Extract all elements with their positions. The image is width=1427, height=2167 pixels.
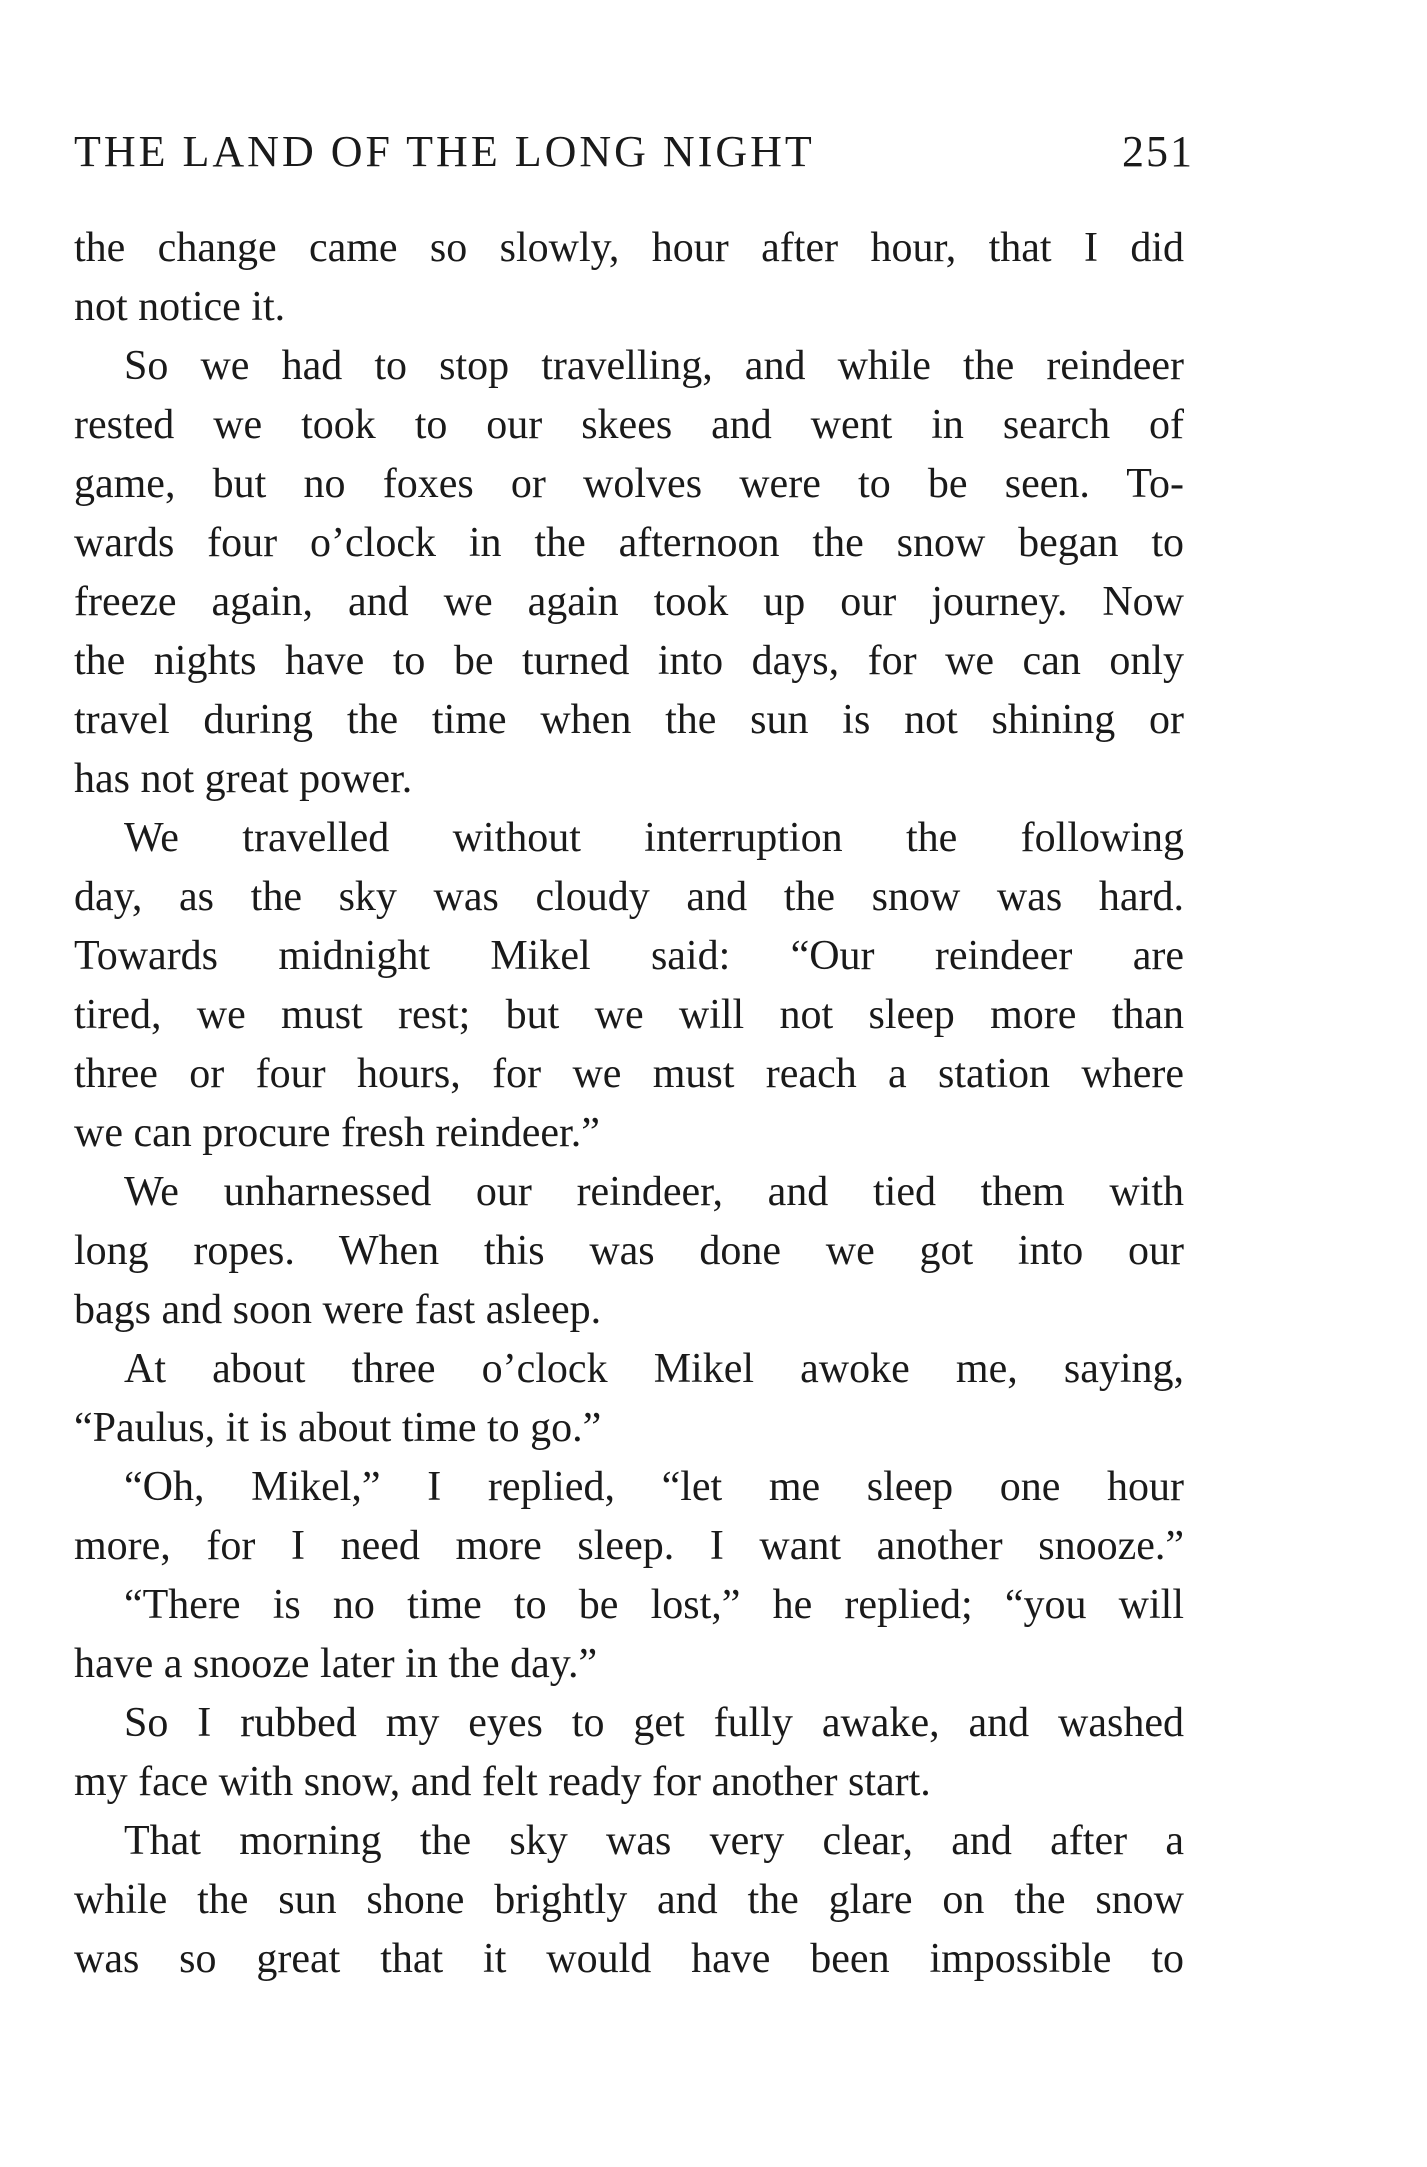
text-line: my face with snow, and felt ready for another start.	[74, 1759, 931, 1805]
text-line: we can procure fresh reindeer.”	[74, 1110, 600, 1156]
text-line: while the sun shone brightly and the glare on the snow	[74, 1877, 1184, 1923]
text-line: tired, we must rest; but we will not sleep more than	[74, 992, 1184, 1038]
running-head	[74, 122, 1194, 182]
text-line: bags and soon were fast asleep.	[74, 1287, 602, 1333]
text-line: have a snooze later in the day.”	[74, 1641, 598, 1687]
paragraph-first-line: At about three o’clock Mikel awoke me, saying,	[124, 1346, 1184, 1392]
text-line: game, but no foxes or wolves were to be seen. To-	[74, 461, 1184, 507]
text-line: the change came so slowly, hour after hour, that I did	[74, 225, 1184, 271]
text-line: not notice it.	[74, 284, 286, 330]
page-number: 251	[1122, 127, 1194, 176]
paragraph-first-line: So I rubbed my eyes to get fully awake, and washed	[124, 1700, 1184, 1746]
text-line: rested we took to our skees and went in search of	[74, 402, 1184, 448]
text-line: wards four o’clock in the afternoon the snow began to	[74, 520, 1184, 566]
paragraph-first-line: That morning the sky was very clear, and after a	[124, 1818, 1184, 1864]
text-line: the nights have to be turned into days, for we can only	[74, 638, 1184, 684]
paragraph-first-line: “Oh, Mikel,” I replied, “let me sleep one hour	[124, 1464, 1184, 1510]
paragraph-first-line: “There is no time to be lost,” he replied; “you will	[124, 1582, 1184, 1628]
text-line: long ropes. When this was done we got into our	[74, 1228, 1184, 1274]
text-line: day, as the sky was cloudy and the snow was hard.	[74, 874, 1184, 920]
body-text	[74, 219, 1184, 1989]
running-head-title: THE LAND OF THE LONG NIGHT	[74, 127, 815, 176]
paragraph-first-line: So we had to stop travelling, and while the reindeer	[124, 343, 1184, 389]
text-line: was so great that it would have been impossible to	[74, 1936, 1184, 1982]
text-line: has not great power.	[74, 756, 413, 802]
text-line: three or four hours, for we must reach a station where	[74, 1051, 1184, 1097]
text-line: freeze again, and we again took up our journey. Now	[74, 579, 1184, 625]
paragraph-first-line: We travelled without interruption the following	[124, 815, 1184, 861]
text-line: more, for I need more sleep. I want another snooze.”	[74, 1523, 1184, 1569]
text-line: Towards midnight Mikel said: “Our reindeer are	[74, 933, 1184, 979]
text-line: “Paulus, it is about time to go.”	[74, 1405, 602, 1451]
paragraph-first-line: We unharnessed our reindeer, and tied them with	[124, 1169, 1184, 1215]
text-line: travel during the time when the sun is not shining or	[74, 697, 1184, 743]
